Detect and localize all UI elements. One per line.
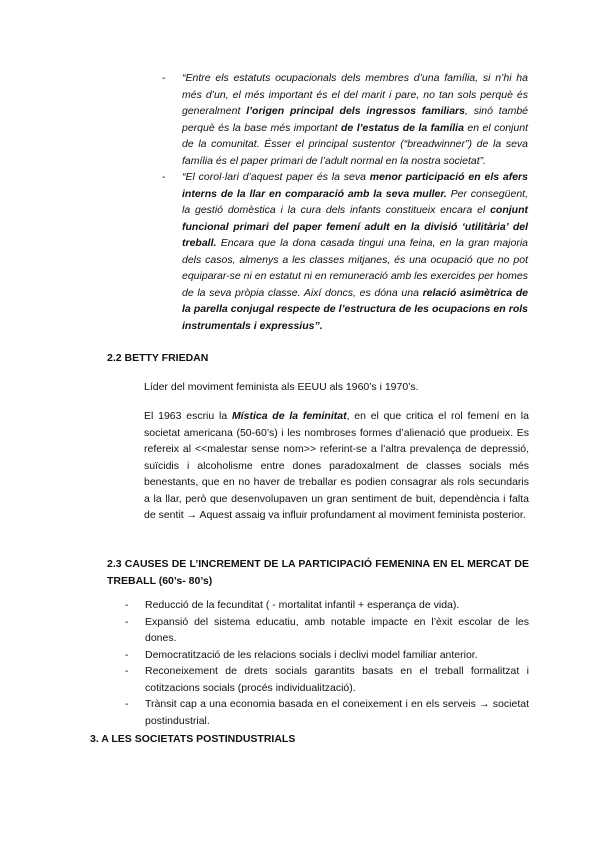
quote-text: “Entre els estatuts ocupacionals dels membres d’una família, si n’hi ha més d’un, el més important és el del marit i pare, no tan sols perquè és generalment xyxy=(182,72,528,117)
list-item-text: Democratització de les relacions socials i declivi model familiar anterior. xyxy=(145,648,478,661)
paragraph-text: , en el que critica el rol femení en la societat americana (50-60’s) i les nombroses formes d’alienació que produeix. Es refereix al <<malestar sense nom>> referint-se a l’altra prevalença de depressió, suïcidis i alcoholisme entre dones paradoxalment de classes socials més benestants, que en no haver de treballar es podien consagrar als rols secundaris a la llar, però que desenvolupaven un gran sentiment de buit, dependència i falta de sentit → Aquest assaig va influir profundament al moviment feminista posterior. xyxy=(144,410,529,521)
list-dash: - xyxy=(125,615,129,628)
section-heading-betty-friedan: 2.2 BETTY FRIEDAN xyxy=(107,352,209,364)
list-dash: - xyxy=(125,665,129,677)
quote-text: , sinó també perquè és la base més important xyxy=(182,105,528,134)
quote-text: en el conjunt de la comunitat. Ésser el principal sustentor (“breadwinner”) de la seva família és el paper primari de l’adult normal en la nostra societat”. xyxy=(182,121,528,167)
book-title: Mística de la feminitat xyxy=(231,410,347,422)
causes-list xyxy=(125,597,529,729)
quote-text: “El corol·lari d’aquest paper és la seva xyxy=(182,171,370,183)
quote-emphasis: conjunt funcional primari del paper femení adult en la divisió ‘utilitària’ del treball. xyxy=(182,204,528,249)
list-item xyxy=(125,614,529,647)
list-item xyxy=(125,663,529,696)
quote-text: Per consegüent, la gestió domèstica i la cura dels infants constitueix encara el xyxy=(182,187,529,216)
quote-dash: - xyxy=(162,72,166,84)
quote-dash: - xyxy=(162,171,166,183)
list-item-text: Expansió del sistema educatiu, amb notable impacte en l’èxit escolar de les dones. xyxy=(145,615,529,644)
list-dash: - xyxy=(125,698,129,710)
quote-text: Encara que la dona casada tingui una feina, en la gran majoria dels casos, almenys a les classes mitjanes, és una ocupació que no pot equiparar-se ni en estatut ni en remuneració amb les exercides per homes de la seva pròpia classe. Així doncs, es dóna una xyxy=(182,237,528,299)
list-item xyxy=(125,597,529,614)
quote-item-parsons-2 xyxy=(162,169,528,334)
list-item xyxy=(125,647,529,664)
paragraph-friedan-intro: Líder del moviment feminista als EEUU als 1960’s i 1970’s. xyxy=(144,381,419,393)
quote-emphasis: de l’estatus de la família xyxy=(341,121,464,134)
list-dash: - xyxy=(125,648,129,661)
paragraph-text: El 1963 escriu la xyxy=(144,410,232,422)
paragraph-friedan-mystique xyxy=(144,408,529,524)
section-heading-causes: 2.3 CAUSES DE L’INCREMENT DE LA PARTICIPACIÓ FEMENINA EN EL MERCAT DE TREBALL (60’s- 80’s) xyxy=(107,558,529,587)
list-item-text: Reducció de la fecunditat ( - mortalitat infantil + esperança de vida). xyxy=(145,599,460,611)
quote-item-parsons-1 xyxy=(162,70,528,169)
list-item-text: Reconeixement de drets socials garantits basats en el treball formalitzat i cotitzacions socials (procés individualització). xyxy=(145,665,529,694)
list-item xyxy=(125,696,529,729)
section-heading-postindustrial: 3. A LES SOCIETATS POSTINDUSTRIALS xyxy=(90,733,296,745)
list-item-text: Trànsit cap a una economia basada en el coneixement i en els serveis → societat postindustrial. xyxy=(145,698,529,727)
quote-list xyxy=(162,70,528,334)
quote-emphasis: relació asimètrica de la parella conjugal respecte de l’estructura de les ocupacions en rols instrumentals i expressius”. xyxy=(182,286,528,332)
quote-emphasis: l’origen principal dels ingressos familiars xyxy=(246,105,465,117)
list-dash: - xyxy=(125,599,129,611)
quote-emphasis: menor participació en els afers interns de la llar en comparació amb la seva muller. xyxy=(182,171,528,200)
